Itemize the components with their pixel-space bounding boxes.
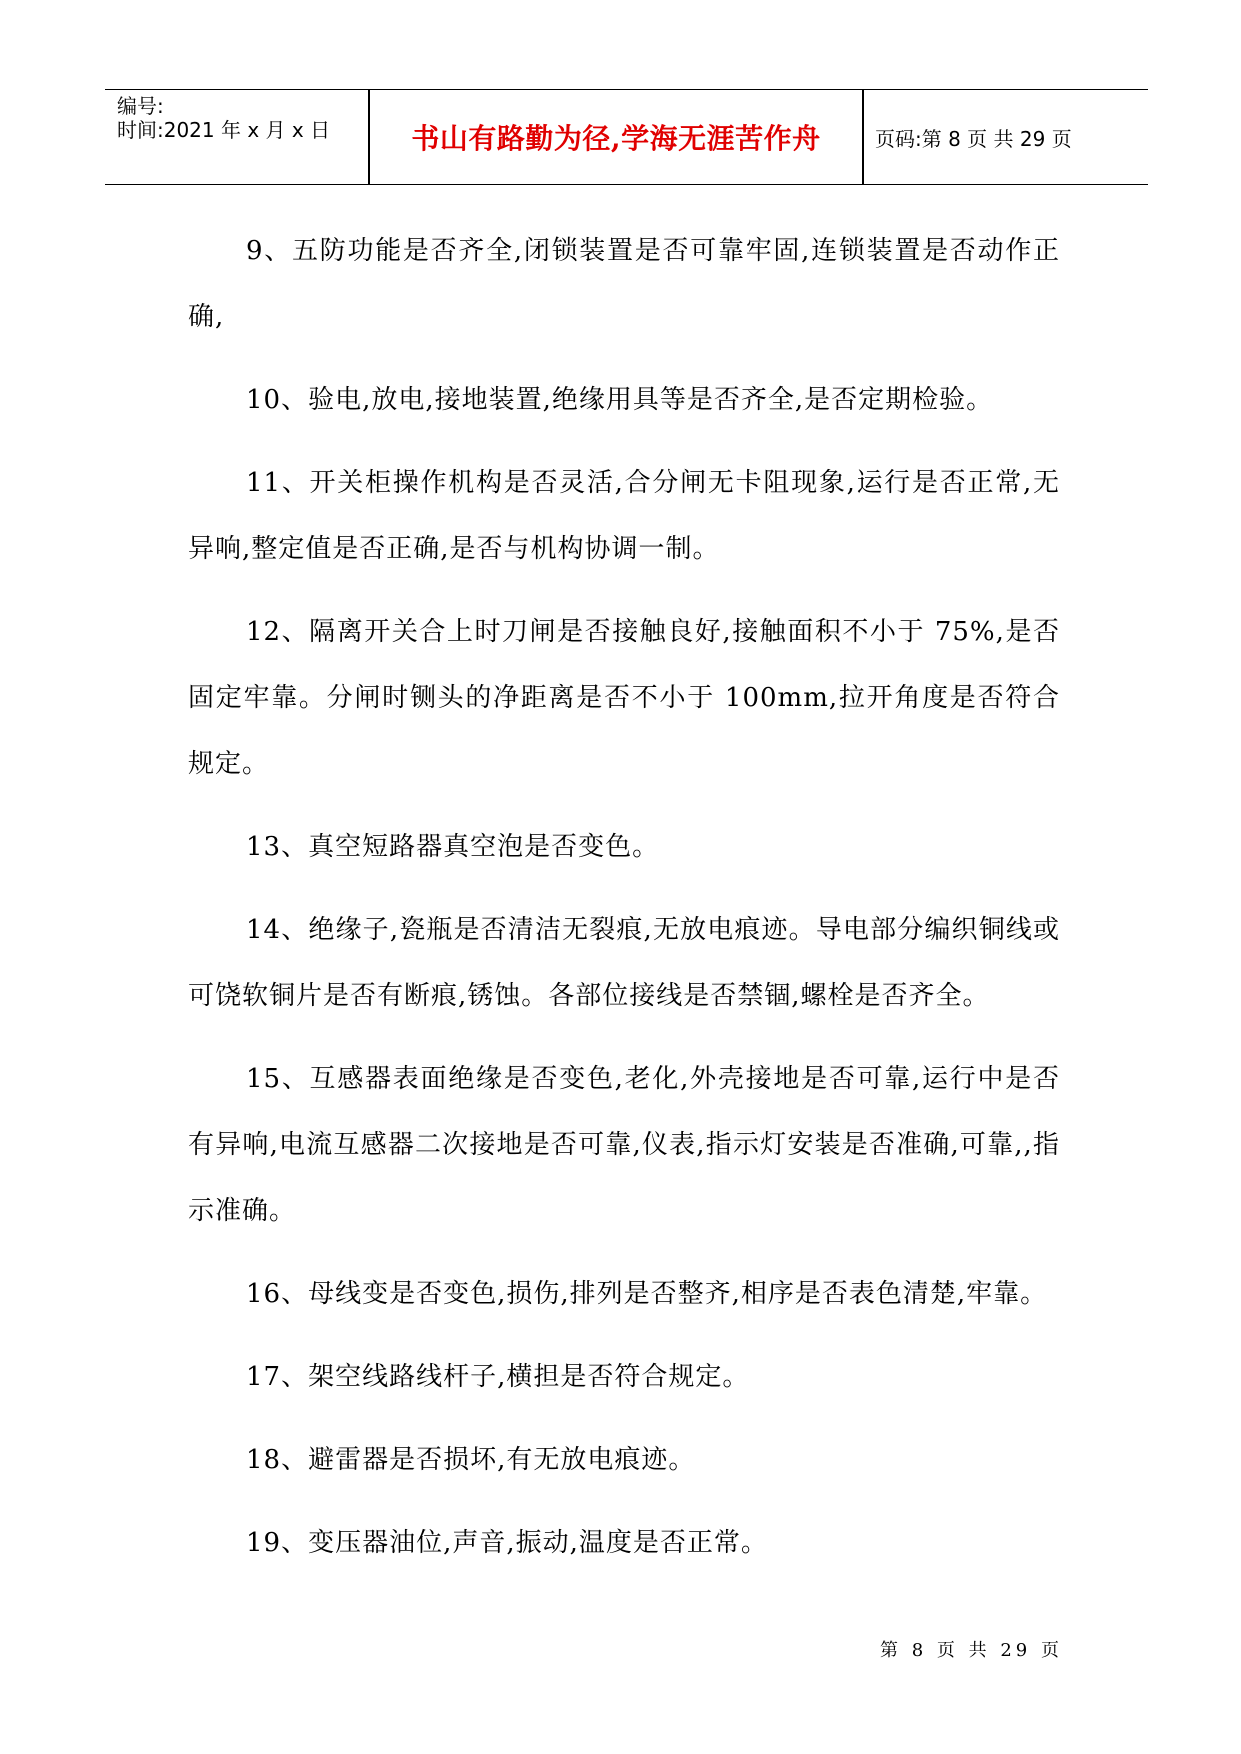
header-motto-cell: [370, 90, 862, 184]
paragraph-10: 10、验电,放电,接地装置,绝缘用具等是否齐全,是否定期检验。: [246, 385, 994, 415]
header-motto: 书山有路勤为径,学海无涯苦作舟: [411, 122, 821, 155]
document-body: [188, 218, 1060, 1593]
paragraph-17: 17、架空线路线杆子,横担是否符合规定。: [246, 1362, 750, 1392]
header-page-info-text: 页码:第 8 页 共 29 页: [875, 126, 1072, 151]
paragraph-15: 15、互感器表面绝缘是否变色,老化,外壳接地是否可靠,运行中是否有异响,电流互感器二次接地是否可靠,仪表,指示灯安装是否准确,可靠,,指示准确。: [188, 1064, 1060, 1226]
header-divider-right: [862, 90, 864, 184]
paragraph-12: 12、隔离开关合上时刀闸是否接触良好,接触面积不小于 75%,是否固定牢靠。分闸时铡头的净距离是否不小于 100mm,拉开角度是否符合规定。: [188, 617, 1060, 779]
paragraph-18: 18、避雷器是否损坏,有无放电痕迹。: [246, 1445, 696, 1475]
page-footer-number: 第 8 页 共 29 页: [880, 1640, 1063, 1661]
header-page-info: [875, 90, 1145, 184]
header-meta: [117, 90, 367, 184]
page-header: [105, 89, 1148, 185]
paragraph-9: 9、五防功能是否齐全,闭锁装置是否可靠牢固,连锁装置是否动作正确,: [188, 236, 1060, 332]
paragraph-16: 16、母线变是否变色,损伤,排列是否整齐,相序是否表色清楚,牢靠。: [246, 1279, 1048, 1309]
paragraph-11: 11、开关柜操作机构是否灵活,合分闸无卡阻现象,运行是否正常,无异响,整定值是否正确,是否与机构协调一制。: [188, 468, 1060, 564]
paragraph-14: 14、绝缘子,瓷瓶是否清洁无裂痕,无放电痕迹。导电部分编织铜线或可饶软铜片是否有断痕,锈蚀。各部位接线是否禁锢,螺栓是否齐全。: [188, 915, 1060, 1011]
paragraph-13: 13、真空短路器真空泡是否变色。: [246, 832, 660, 862]
document-number-label: 编号:: [117, 94, 164, 118]
document-time-label: 时间:2021 年 x 月 x 日: [117, 118, 331, 142]
paragraph-19: 19、变压器油位,声音,振动,温度是否正常。: [246, 1528, 768, 1558]
